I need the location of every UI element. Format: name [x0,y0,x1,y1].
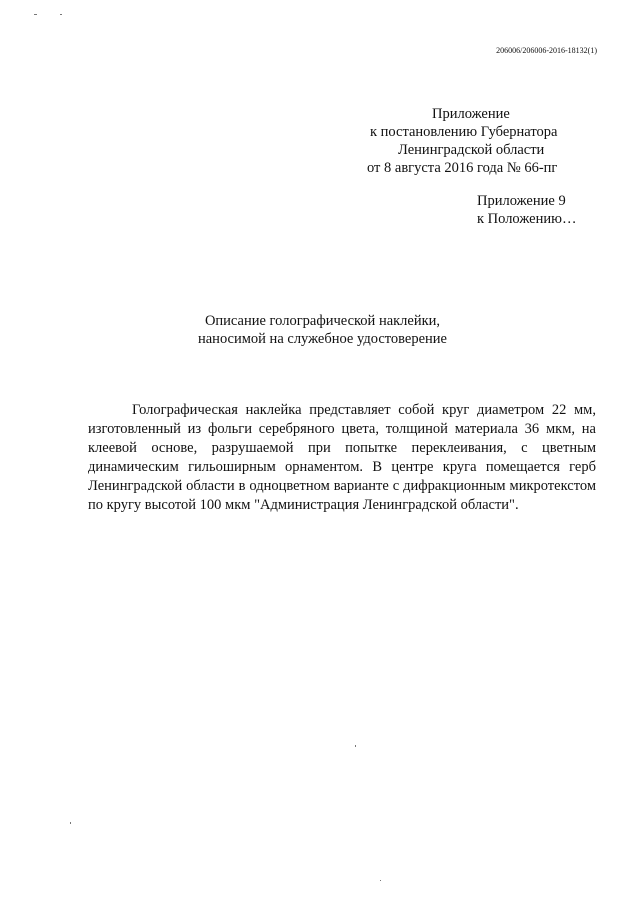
appendix-header-line4: от 8 августа 2016 года № 66-пг [367,160,558,176]
scan-speck [60,14,62,15]
scan-speck [34,14,37,15]
body-paragraph: Голографическая наклейка представляет собой круг диаметром 22 мм, изготовленный из фольги серебряного цвета, толщиной материала 36 мкм, на клеевой основе, разрушаемой при попытке переклеивания, с цветным динамическим гильоширным орнаментом. В центре круга помещается герб Ленинградской области в одноцветном варианте с дифракционным микротекстом по кругу высотой 100 мкм "Администрация Ленинградской области". [88,402,596,513]
document-title [0,312,640,348]
appendix-header [367,105,610,177]
appendix-header-line1: Приложение [432,106,510,122]
scan-speck [355,745,356,747]
appendix9-line1: Приложение 9 [477,193,566,209]
document-id: 206006/206006-2016-18132(1) [496,46,597,55]
scan-speck [70,822,71,824]
title-line2: наносимой на служебное удостоверение [197,331,447,347]
appendix9-line2: к Положению… [477,211,577,227]
appendix-header-line3: Ленинградской области [398,142,545,158]
appendix-header-line2: к постановлению Губернатора [370,124,558,140]
appendix9-header [477,192,617,228]
scan-speck [380,880,381,881]
title-line1: Описание голографической наклейки, [204,313,441,329]
